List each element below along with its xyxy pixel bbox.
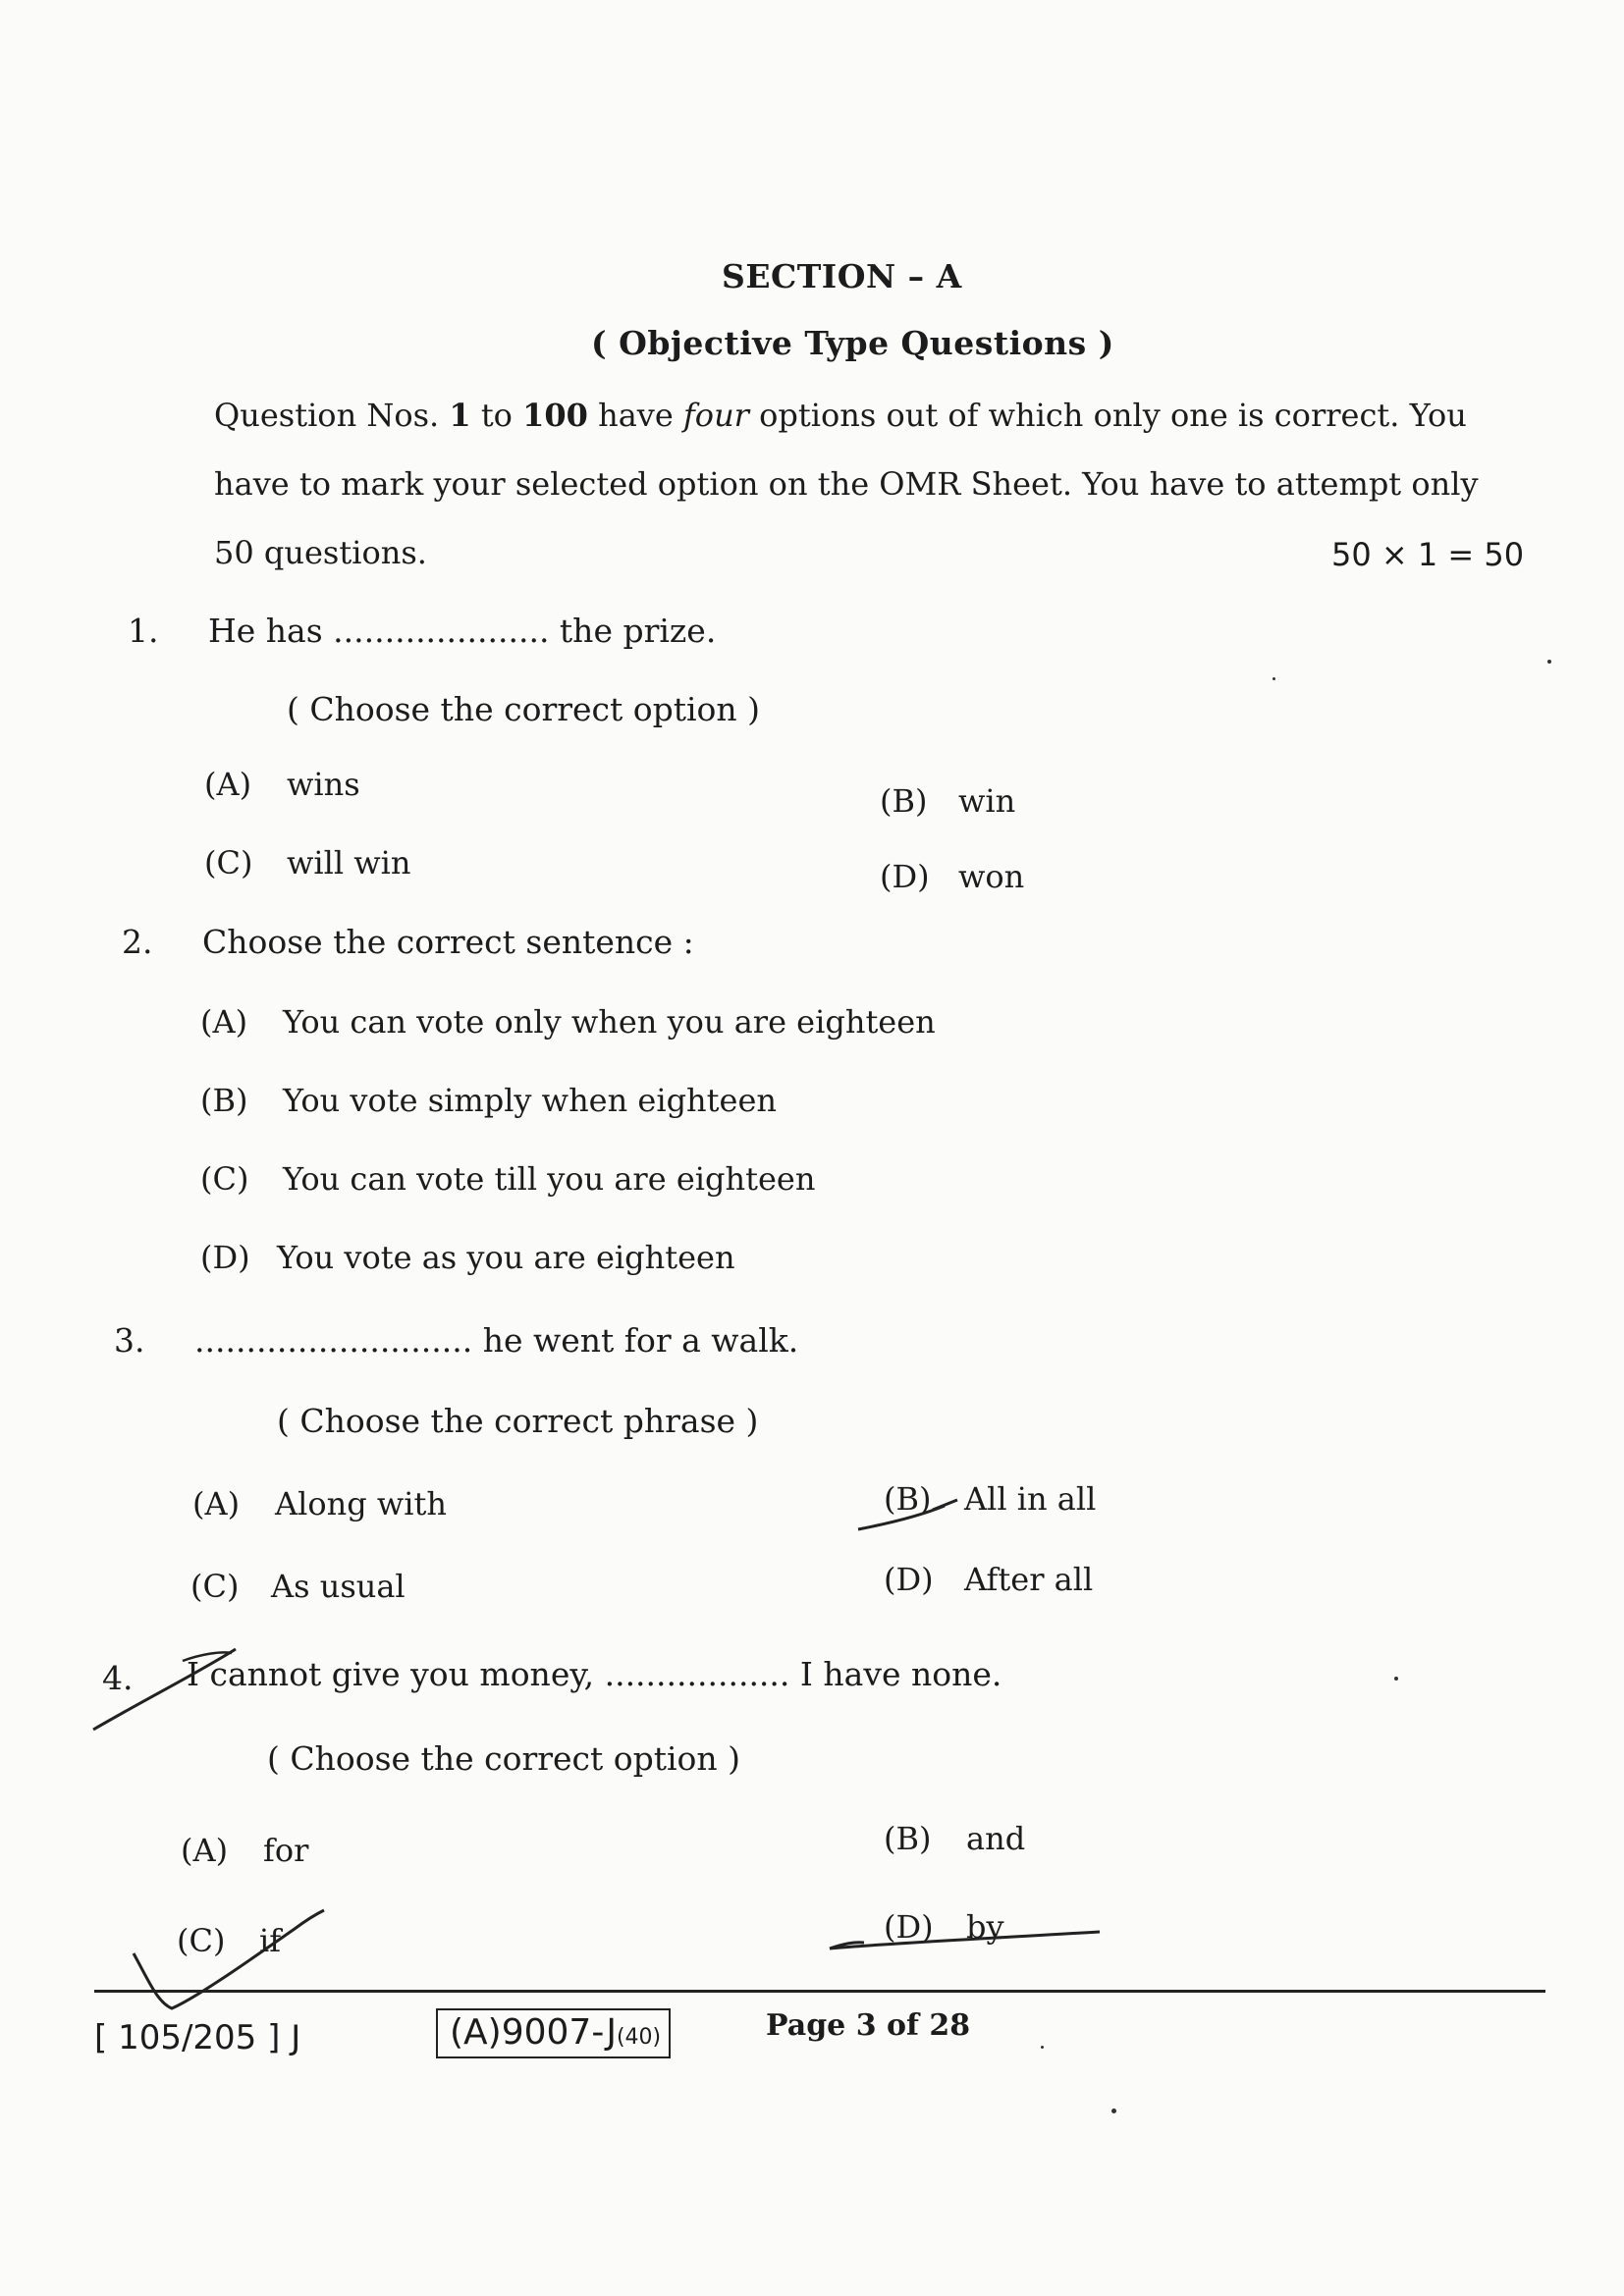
- scan-speck: [1547, 660, 1551, 664]
- instructions-text: have: [587, 397, 683, 434]
- question-hint: ( Choose the correct option ): [267, 1739, 741, 1778]
- instructions-line-3: 50 questions.: [214, 534, 427, 571]
- question-text: ........................... he went for a walk.: [194, 1321, 799, 1360]
- option-label: (D): [884, 1561, 934, 1598]
- option-text: if: [259, 1922, 282, 1959]
- option-label: (C): [200, 1160, 249, 1198]
- question-number: 1.: [128, 612, 159, 650]
- option-text: Along with: [275, 1485, 447, 1522]
- option-text: All in all: [964, 1480, 1097, 1518]
- option-label: (D): [880, 858, 930, 895]
- question-hint: ( Choose the correct phrase ): [277, 1402, 759, 1440]
- option-text: won: [958, 858, 1025, 895]
- question-range-start: 1: [449, 397, 471, 434]
- scan-speck: [1272, 677, 1275, 680]
- question-text: Choose the correct sentence :: [202, 923, 694, 961]
- option-label: (C): [177, 1922, 226, 1959]
- option-label: (B): [880, 782, 928, 820]
- option-label: (A): [204, 766, 252, 803]
- option-text: You can vote till you are eighteen: [283, 1160, 816, 1198]
- instructions-line-2: have to mark your selected option on the OMR Sheet. You have to attempt only: [214, 465, 1479, 503]
- question-hint: ( Choose the correct option ): [287, 690, 761, 728]
- section-subtitle: ( Objective Type Questions ): [591, 324, 1114, 362]
- option-label: (C): [190, 1568, 240, 1605]
- option-text: As usual: [271, 1568, 406, 1605]
- booklet-code-suffix: (40): [616, 2025, 662, 2050]
- option-text: will win: [287, 844, 411, 881]
- question-text: He has ..................... the prize.: [208, 612, 717, 650]
- instructions-emphasis: four: [682, 397, 749, 434]
- instructions-text: to: [470, 397, 523, 434]
- booklet-code-box: [436, 2008, 671, 2058]
- section-title: SECTION – A: [722, 257, 962, 295]
- instructions-text: Question Nos.: [214, 397, 450, 434]
- option-label: (B): [884, 1480, 932, 1518]
- scan-speck: [1111, 2109, 1116, 2113]
- footer-rule: [94, 1990, 1545, 1993]
- scan-speck: [1041, 2046, 1044, 2049]
- page-number: Page 3 of 28: [766, 2008, 971, 2043]
- question-range-end: 100: [522, 397, 588, 434]
- marks-scheme: 50 × 1 = 50: [1331, 536, 1525, 573]
- question-number: 3.: [114, 1321, 145, 1360]
- question-number: 4.: [102, 1659, 134, 1697]
- option-label: (D): [884, 1908, 934, 1946]
- paper-code: [ 105/205 ] J: [94, 2018, 301, 2057]
- option-text: and: [966, 1820, 1026, 1857]
- scan-speck: [1394, 1677, 1398, 1681]
- option-label: (A): [200, 1003, 248, 1041]
- instructions-text: options out of which only one is correct. You: [748, 397, 1467, 434]
- option-label: (B): [200, 1082, 248, 1119]
- question-number: 2.: [122, 923, 153, 961]
- option-label: (C): [204, 844, 253, 881]
- question-text: I cannot give you money, .................. I have none.: [187, 1655, 1002, 1693]
- instructions-line-1: [214, 381, 1467, 450]
- option-label: (A): [192, 1485, 241, 1522]
- option-text: You vote simply when eighteen: [283, 1082, 777, 1119]
- option-text: for: [263, 1832, 309, 1869]
- option-text: by: [966, 1908, 1004, 1946]
- option-text: win: [958, 782, 1016, 820]
- option-text: wins: [287, 766, 360, 803]
- option-text: You can vote only when you are eighteen: [283, 1003, 936, 1041]
- option-label: (B): [884, 1820, 932, 1857]
- option-text: You vote as you are eighteen: [277, 1239, 735, 1276]
- option-label: (A): [181, 1832, 229, 1869]
- option-label: (D): [200, 1239, 250, 1276]
- option-text: After all: [964, 1561, 1094, 1598]
- booklet-code: (A)9007-J: [450, 2012, 617, 2053]
